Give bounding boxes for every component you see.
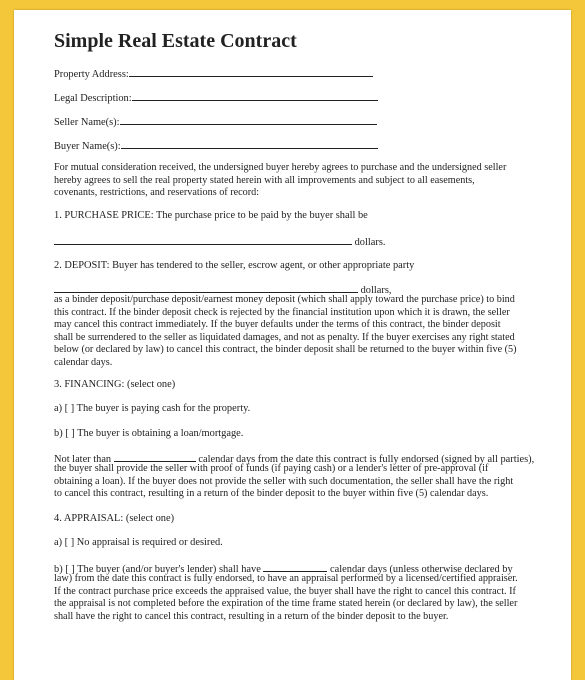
intro-line: covenants, restrictions, and reservations of record: bbox=[54, 187, 260, 199]
appraisal-days-line[interactable] bbox=[263, 561, 327, 572]
property-address-row bbox=[54, 66, 373, 80]
financing-line: the buyer shall provide the seller with proof of funds (if paying cash) or a lender's letter of pre-approval (if bbox=[54, 463, 489, 474]
financing-heading: 3. FINANCING: (select one) bbox=[54, 379, 176, 390]
property-address-label: Property Address: bbox=[54, 69, 129, 80]
purchase-price-heading: 1. PURCHASE PRICE: The purchase price to be paid by the buyer shall be bbox=[54, 210, 368, 221]
seller-names-line[interactable] bbox=[120, 114, 377, 125]
purchase-price-dollars: dollars. bbox=[354, 237, 386, 248]
financing-line: to cancel this contract, resulting in a return of the binder deposit to the buyer within five (5) calendar days. bbox=[54, 488, 489, 500]
legal-description-line[interactable] bbox=[132, 90, 378, 101]
deposit-line: shall be surrendered to the seller as liquidated damages, and not as penalty. If the buyer exercises any right stated bbox=[54, 331, 515, 343]
appraisal-line: If the contract purchase price exceeds the appraised value, the buyer shall have the right to cancel this contract. If bbox=[54, 585, 516, 597]
deposit-dollars: dollars, bbox=[360, 285, 392, 296]
seller-names-label: Seller Name(s): bbox=[54, 117, 120, 128]
appraisal-paragraph bbox=[54, 573, 538, 623]
financing-paragraph bbox=[54, 463, 538, 501]
buyer-names-line[interactable] bbox=[121, 138, 378, 149]
not-later-label: Not later than bbox=[54, 454, 112, 465]
appraisal-option-b-suffix: calendar days (unless otherwise declared by bbox=[330, 564, 513, 575]
deposit-amount-line[interactable] bbox=[54, 282, 358, 293]
purchase-price-row bbox=[54, 234, 386, 248]
property-address-line[interactable] bbox=[129, 66, 373, 77]
appraisal-line: the appraisal is not completed before the expiration of the time frame stated herein (or declared by law), the seller bbox=[54, 598, 518, 610]
seller-names-row bbox=[54, 114, 377, 128]
financing-days-line[interactable] bbox=[114, 451, 196, 462]
appraisal-line: shall have the right to cancel this contract, resulting in a return of the binder deposit to the buyer. bbox=[54, 610, 449, 622]
purchase-price-line[interactable] bbox=[54, 234, 352, 245]
deposit-line: may cancel this contract immediately. If the buyer defaults under the terms of this contract, the binder deposit bbox=[54, 319, 501, 331]
appraisal-option-a[interactable]: a) [ ] No appraisal is required or desired. bbox=[54, 537, 223, 548]
financing-option-b[interactable]: b) [ ] The buyer is obtaining a loan/mortgage. bbox=[54, 428, 244, 439]
document-title: Simple Real Estate Contract bbox=[54, 30, 297, 52]
appraisal-line: law) from the date this contract is fully endorsed, to have an appraisal performed by a licensed/certified appraiser. bbox=[54, 573, 518, 584]
intro-line: hereby agrees to sell the real property stated herein with all improvements and subject to all easements, bbox=[54, 174, 475, 186]
buyer-names-row bbox=[54, 138, 378, 152]
financing-line: obtaining a loan). If the buyer does not provide the seller with such documentation, the seller shall have the right bbox=[54, 475, 514, 487]
buyer-names-label: Buyer Name(s): bbox=[54, 141, 121, 152]
appraisal-option-b-label: b) [ ] The buyer (and/or buyer's lender) shall have bbox=[54, 564, 261, 575]
intro-paragraph bbox=[54, 162, 538, 200]
document-page bbox=[14, 10, 571, 680]
legal-description-row bbox=[54, 90, 378, 104]
deposit-line: below (or declared by law) to cancel this contract, the binder deposit shall be returned to the buyer within five (5) bbox=[54, 344, 517, 356]
legal-description-label: Legal Description: bbox=[54, 93, 132, 104]
not-later-suffix: calendar days from the date this contract is fully endorsed (signed by all parties), bbox=[198, 454, 535, 465]
deposit-line: calendar days. bbox=[54, 356, 113, 368]
financing-option-a[interactable]: a) [ ] The buyer is paying cash for the property. bbox=[54, 403, 251, 414]
deposit-paragraph bbox=[54, 294, 538, 370]
deposit-line: as a binder deposit/purchase deposit/earnest money deposit (which shall apply toward the purchase price) to bind bbox=[54, 294, 515, 305]
appraisal-heading: 4. APPRAISAL: (select one) bbox=[54, 513, 175, 524]
deposit-heading: 2. DEPOSIT: Buyer has tendered to the seller, escrow agent, or other appropriate party bbox=[54, 260, 415, 271]
deposit-line: this contract. If the binder deposit check is rejected by the financial institution upon which it is drawn, the seller bbox=[54, 306, 510, 318]
intro-line: For mutual consideration received, the undersigned buyer hereby agrees to purchase and the undersigned seller bbox=[54, 162, 507, 173]
